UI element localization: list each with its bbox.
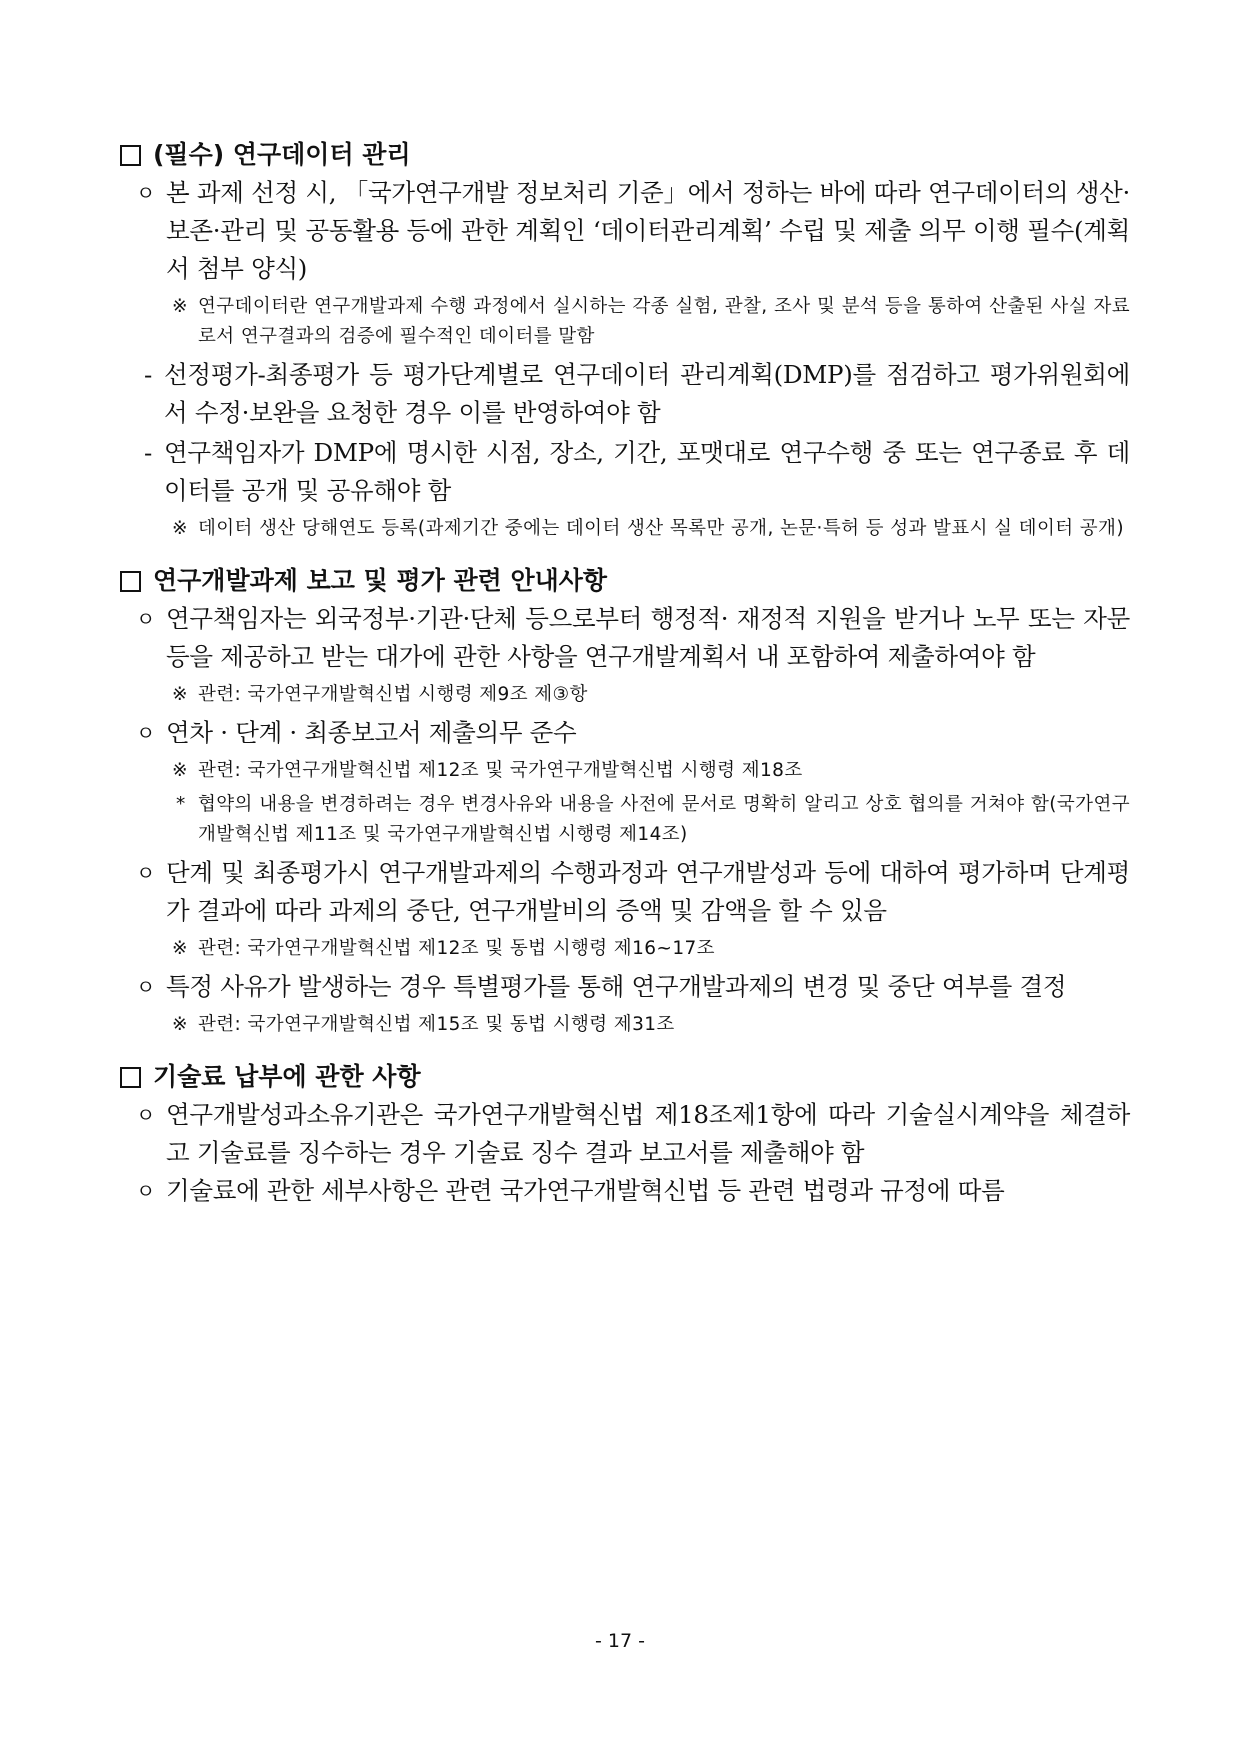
note-item: ※ 관련: 국가연구개발혁신법 제12조 및 국가연구개발혁신법 시행령 제18조 [120,756,1130,786]
document-body [120,136,1130,1228]
list-item: ㅇ 연구책임자는 외국정부·기관·단체 등으로부터 행정적· 재정적 지원을 받거나 노무 또는 자문 등을 제공하고 받는 대가에 관한 사항을 연구개발계획서 내 포함하여 제출하여야 함 [120,600,1130,676]
checkbox-icon [120,571,141,592]
list-item: ㅇ 본 과제 선정 시, 「국가연구개발 정보처리 기준」에서 정하는 바에 따라 연구데이터의 생산·보존·관리 및 공동활용 등에 관한 계획인 ‘데이터관리계획’ 수립 및 제출 의무 이행 필수(계획서 첨부 양식) [120,174,1130,288]
section-title [120,562,1130,600]
section-royalty [120,1058,1130,1210]
note-item: ※ 관련: 국가연구개발혁신법 시행령 제9조 제③항 [120,680,1130,710]
dash-marker: - [144,360,152,389]
note-marker: ※ [172,684,188,705]
section-title-text: 연구개발과제 보고 및 평가 관련 안내사항 [153,566,608,595]
note-item: ※ 데이터 생산 당해연도 등록(과제기간 중에는 데이터 생산 목록만 공개, 논문·특허 등 성과 발표시 실 데이터 공개) [120,514,1130,544]
checkbox-icon [120,145,141,166]
checkbox-icon [120,1067,141,1088]
section-title [120,1058,1130,1096]
section-title-text: (필수) 연구데이터 관리 [153,140,411,169]
list-item: ㅇ 특정 사유가 발생하는 경우 특별평가를 통해 연구개발과제의 변경 및 중단 여부를 결정 [120,968,1130,1006]
note-item: ※ 관련: 국가연구개발혁신법 제12조 및 동법 시행령 제16~17조 [120,934,1130,964]
note-marker: ※ [172,938,188,959]
bullet-marker: ㅇ [136,721,156,745]
page-number: - 17 - [595,1630,645,1652]
bullet-marker: ㅇ [136,607,156,631]
sub-item: - 연구책임자가 DMP에 명시한 시점, 장소, 기간, 포맷대로 연구수행 중 또는 연구종료 후 데이터를 공개 및 공유해야 함 [120,434,1130,510]
list-item: ㅇ 단계 및 최종평가시 연구개발과제의 수행과정과 연구개발성과 등에 대하여 평가하며 단계평가 결과에 따라 과제의 중단, 연구개발비의 증액 및 감액을 할 수 있음 [120,854,1130,930]
section-title-text: 기술료 납부에 관한 사항 [153,1062,421,1091]
note-item: * 협약의 내용을 변경하려는 경우 변경사유와 내용을 사전에 문서로 명확히 알리고 상호 협의를 거쳐야 함(국가연구개발혁신법 제11조 및 국가연구개발혁신법 시행령 제14조) [120,790,1130,850]
note-marker: ※ [172,760,188,781]
note-item: ※ 관련: 국가연구개발혁신법 제15조 및 동법 시행령 제31조 [120,1010,1130,1040]
dash-marker: - [144,438,152,467]
list-item: ㅇ 기술료에 관한 세부사항은 관련 국가연구개발혁신법 등 관련 법령과 규정에 따름 [120,1172,1130,1210]
bullet-marker: ㅇ [136,1103,156,1127]
bullet-marker: ㅇ [136,861,156,885]
note-item: ※ 연구데이터란 연구개발과제 수행 과정에서 실시하는 각종 실험, 관찰, 조사 및 분석 등을 통하여 산출된 사실 자료로서 연구결과의 검증에 필수적인 데이터를 말함 [120,292,1130,352]
section-title [120,136,1130,174]
list-item: ㅇ 연차 · 단계 · 최종보고서 제출의무 준수 [120,714,1130,752]
list-item: ㅇ 연구개발성과소유기관은 국가연구개발혁신법 제18조제1항에 따라 기술실시계약을 체결하고 기술료를 징수하는 경우 기술료 징수 결과 보고서를 제출해야 함 [120,1096,1130,1172]
bullet-marker: ㅇ [136,181,156,205]
note-marker: ※ [172,296,188,317]
sub-item: - 선정평가-최종평가 등 평가단계별로 연구데이터 관리계획(DMP)를 점검하고 평가위원회에서 수정·보완을 요청한 경우 이를 반영하여야 함 [120,356,1130,432]
note-marker: ※ [172,518,188,539]
note-marker: ※ [172,1014,188,1035]
section-report-evaluation [120,562,1130,1040]
asterisk-marker: * [176,794,186,815]
section-research-data [120,136,1130,544]
bullet-marker: ㅇ [136,1179,156,1203]
bullet-marker: ㅇ [136,975,156,999]
